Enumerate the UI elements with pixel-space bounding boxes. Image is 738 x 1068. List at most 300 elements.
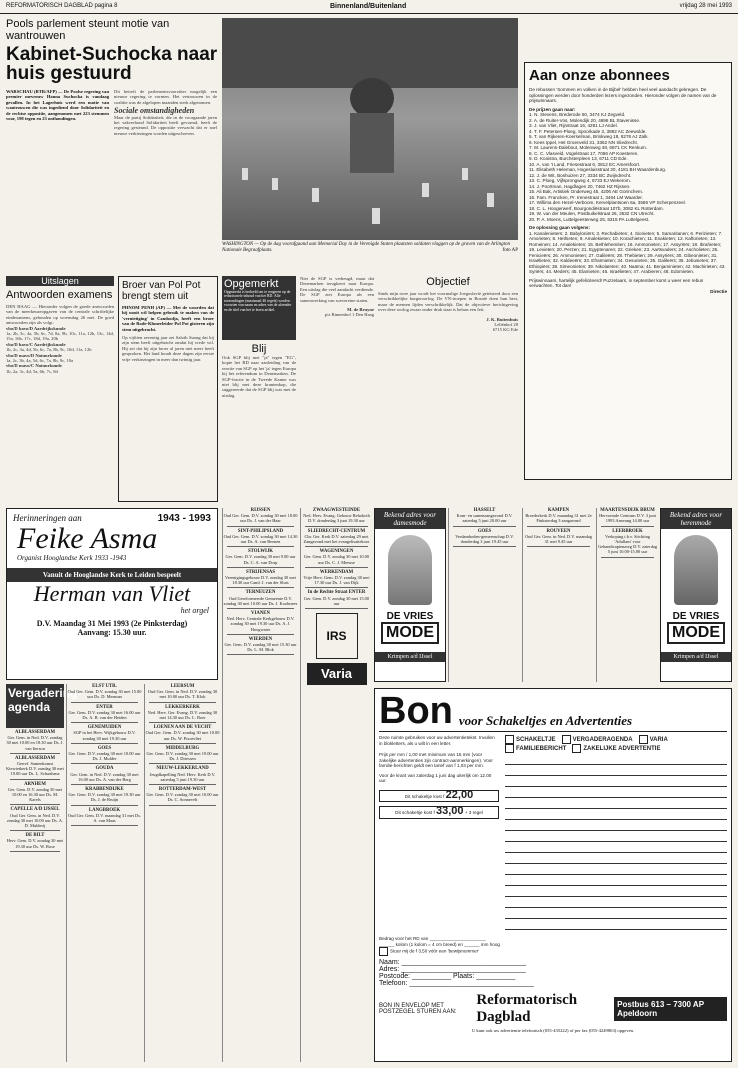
coupon-address-label: Adres: bbox=[379, 966, 400, 973]
agenda-entry bbox=[145, 766, 220, 785]
agenda-divider bbox=[10, 830, 60, 831]
agenda-entry-name: WIERDEN bbox=[248, 636, 273, 642]
agenda-divider bbox=[305, 546, 368, 547]
agenda-entry bbox=[6, 833, 64, 852]
agenda-entry-body: Verenigingsgebouw D.V. zondag 30 mei 18.30 uur Cand. J. van der Sluis bbox=[225, 575, 296, 586]
agenda-divider bbox=[71, 763, 138, 764]
agenda-divider bbox=[71, 805, 138, 806]
coupon-name-label: Naam: bbox=[379, 959, 400, 966]
agenda-entry-name: GOES bbox=[97, 745, 112, 751]
coupon-category-checkbox[interactable] bbox=[505, 744, 566, 753]
agenda-entry bbox=[6, 782, 64, 806]
winner-item: 13. C. Ploeg, Vijfsprongweg 4, 6733 EJ Wekerom. bbox=[529, 178, 631, 183]
agenda-divider bbox=[527, 546, 590, 547]
agenda-entry-name: ALBLASSERDAM bbox=[15, 730, 55, 735]
agenda-entry-name: NIEUW-LEKKERLAND bbox=[156, 766, 209, 772]
agenda-entry-name: GENEMUIDEN bbox=[87, 725, 122, 731]
coupon-postcode-field[interactable]: Postcode: __________ Plaats: __________ bbox=[379, 973, 516, 980]
agenda-entry-body: Herv. Gem. D.V. zondag 30 mei 19.30 uur Ds. W. Rose bbox=[6, 838, 64, 849]
agenda-entry-body: SGP in het Herv. Wijkgebouw D.V. zondag 30 mei 19.30 uur bbox=[73, 730, 136, 741]
agenda-entry bbox=[223, 570, 298, 589]
agenda-entry bbox=[449, 529, 520, 548]
subscribers-prize-label: De prijzen gaan naar: bbox=[529, 106, 576, 112]
coupon-category-label: SCHAKELTJE bbox=[516, 737, 556, 744]
agenda-entry-name: GOUDA bbox=[95, 766, 114, 772]
agenda-entry bbox=[301, 529, 372, 548]
header-section: Binnenland/Buitenland bbox=[330, 3, 407, 10]
agenda-entry bbox=[223, 508, 298, 527]
winners-list bbox=[529, 112, 727, 222]
agenda-entry-name: VIANEN bbox=[251, 611, 270, 617]
agenda-entry-name: KAMPEN bbox=[547, 508, 570, 513]
agenda-divider bbox=[71, 702, 138, 703]
coupon-paper-name: Reformatorisch Dagblad bbox=[476, 992, 578, 1025]
agenda-divider bbox=[227, 546, 294, 547]
agenda-col-7 bbox=[522, 508, 594, 682]
winner-item: 5. T. van Rijkeren-Koerselman, Brinkweg 18, 8276 AJ Zalk. bbox=[529, 134, 649, 139]
coupon-subtitle: voor Schakeltjes en Advertenties bbox=[458, 713, 633, 728]
agenda-entry-name: LEERBROEK bbox=[612, 528, 643, 534]
coupon-category-checkbox[interactable] bbox=[572, 744, 660, 753]
coupon-field-amount[interactable]: Bedrag voor het RD van ______________________ bbox=[379, 936, 486, 941]
agenda-divider bbox=[305, 587, 368, 588]
agenda-entry-name: WERKENDAM bbox=[319, 569, 354, 575]
exam-block: vbo/D havo/C Aardrijkskunde bbox=[6, 341, 66, 347]
opgemerkt-tag: Opgemerkt bbox=[224, 278, 279, 290]
memorial-day-photo bbox=[222, 18, 518, 240]
agenda-entry-name: In de Rechte Straat ENTER bbox=[307, 590, 366, 596]
agenda-divider bbox=[527, 526, 590, 527]
coupon-price-2-value: 33,00 bbox=[436, 805, 464, 817]
opinion-body: Ook SGP blij met "ja" tegen "EG", kopte het RD naar aanleiding van de reactie van SGP op het 'ja' tegen Europa bij het referendum in Denemarken. De SGP-fractie in de Tweede Kamer was niet blij met deze krantenkop, die suggereerde dat de SGP blij was met de uitslag. bbox=[222, 355, 296, 398]
memorial-concert-ad bbox=[6, 508, 218, 680]
agenda-entry-name: CAPELLE A/D IJSSEL bbox=[10, 807, 60, 813]
subscribers-title: Aan onze abonnees bbox=[529, 67, 670, 84]
irs-logo: IRS bbox=[316, 613, 358, 659]
coupon-category-label: VARIA bbox=[649, 737, 668, 744]
exam-block: vbo/D mavo/D Natuurkunde bbox=[6, 352, 62, 358]
memorial-instrument: het orgel bbox=[180, 606, 209, 615]
agenda-divider bbox=[10, 753, 60, 754]
agenda-entry bbox=[449, 508, 520, 527]
lead-headline: Kabinet-Suchocka naar huis gestuurd bbox=[6, 44, 218, 84]
agenda-entry-name: LOENEN AAN DE VECHT bbox=[153, 725, 212, 731]
agenda-entry bbox=[67, 684, 142, 703]
agenda-entry-name: LEKKERKERK bbox=[165, 704, 200, 710]
agenda-entry bbox=[223, 590, 298, 609]
photo-caption-text: WASHINGTON — Op de dag voorafgaand aan Memorial Day in de Verenigde Staten plaatsten soldaten vlaggen op de graven van de Arlington Nationale Begraafplaats. bbox=[222, 242, 510, 253]
objectief-body: Sinds mijn twee jaar wordt het voormalige Joegoslavië geteisterd door een verschrikkelijke burgeroorlog. De VN-troepen in Bosnië doen hun best, maar de mensen lijden verschrikkelijk. Dat de objectieve berichtgeving over deze oorlog zwaar onder druk staat is helaas een feit. bbox=[378, 291, 518, 313]
winner-item: 7. M. Laurens-Dalebout, Molenweg 48, 6871 CK Renkum. bbox=[529, 145, 647, 150]
exam-block: 1b, 2a, 3c, 4d, 5a, 6b, 7c, 8d bbox=[6, 368, 58, 374]
devries-logo-bottom-2: MODE bbox=[667, 622, 725, 644]
agenda-entry-body: Oud Ger. Gem. in Ned. D.V. maandag 31 mei 9.45 uur bbox=[525, 533, 592, 545]
polpot-body: Op vijftien zeventig jaar zei Saloth Suong dat hij zijn stem heeft uitgebracht omdat hij vrede wil. Hij zei dat hij zijn broer al jaren niet meer heeft gesproken. Het land houdt deze dagen zijn eerste vrije verkiezingen in meer dan twintig jaar. bbox=[122, 335, 214, 362]
agenda-entry-name: ZWAAGWESTEINDE bbox=[312, 508, 361, 513]
coupon-category-label: ZAKELIJKE ADVERTENTIE bbox=[583, 746, 661, 753]
agenda-entry-name: LEERSUM bbox=[170, 684, 195, 689]
coupon-field-sender-label: Stuur mij de f 3,50 vóór een 'bewijsnummer' bbox=[390, 948, 480, 954]
agenda-entry bbox=[67, 705, 142, 724]
lead-text-b: Maar de partij Solidariteit, die in de voorgaande jaren het vakverbond Solidariteit heeft gevormd, heeft de regering gesteund. De oppositie verwacht dat er snel nieuwe verkiezingen worden uitgeschreven. bbox=[114, 114, 217, 136]
agenda-entry-name: STOLWIJK bbox=[247, 549, 274, 555]
agenda-divider bbox=[10, 804, 60, 805]
agenda-entry bbox=[67, 808, 142, 827]
coupon-field-mm-label: mm hoog bbox=[480, 941, 500, 947]
agenda-entry-body: Ger. Gem. D.V. zondag 30 mei 9.00 uur Ds. C. A. van Dorp bbox=[225, 554, 296, 565]
subscribers-footer: Prijswinnaars, hartelijk gefeliciteerd! Puzzelaars, in september komt u weer een rebus verwachten. Tot dan! bbox=[529, 277, 704, 288]
polpot-lead: PHNOM PENH (AP) — Met de woorden dat hij nooit wil helpen gebruik te maken van de 'vernietiging' in Cambodja, heeft een broer van de Rode-Khmerleider Pol Pot gisteren zijn stem uitgebracht. bbox=[122, 305, 214, 332]
agenda-col-3 bbox=[144, 684, 220, 1062]
opinion-article bbox=[222, 276, 374, 502]
winner-item: 3. J. van Vliet, Rijnstraat 16, 4281 LJ Andel. bbox=[529, 123, 618, 128]
agenda-entry-name: HASSELT bbox=[473, 508, 496, 513]
winner-item: 17. Willima den Hezel-Verboom, Kervelplantsoen 6a, 3586 VP Scherpenzeel. bbox=[529, 200, 686, 205]
agenda-entry-name: ROTTERDAM-WEST bbox=[158, 787, 207, 793]
coupon-categories bbox=[505, 735, 727, 753]
agenda-entry-name: ELST UTR. bbox=[92, 684, 117, 689]
agenda-entry bbox=[301, 570, 372, 589]
agenda-divider bbox=[149, 784, 216, 785]
agenda-entry-body: Ger. Gem. in Ned. D.V. zondag 30 mei 10.00 en 18.30 uur Ds. J. van Iterson bbox=[6, 735, 64, 751]
exam-block: 1a, 2b, 3c, 4a, 5b, 6c, 7d, 8a, 9b, 10c, 11a, 12b, 13c, 14d, 15a, 16b, 17c, 18d, 19a, 20b bbox=[6, 331, 114, 342]
solutions-text: 1. Kanalenieters; 2. Babyloniërs; 3. Rechabieten; 4. Sionieten; 5. Samaritanen; 6. Perizieten; 7. Amorieten; 8. Hethieten; 9. Amalekieten; 10. Korachieten; 11. Enakieten; 12. Kaftorieten; 13. Romeinen; 14. Amalekieten; 15. Bethlehemiten; 16. Ammonieten; 17. Assyriërs; 18. Ibrahieten; 19. Levieten; 20. Perzen; 21. Egyptenaren; 22. Grieken; 23. Aartsvaders; 24. Ascholieten; 25. Fenicieërs; 26. Ammonieten; 27. Galileërs; 28. Thebieten; 29. Assyriërs; 30. Gibeonieten; 31. Israëlieten; 32. Kaldeeërs; 33. Efraïmieten; 34. Gesurieten; 35. Galileërs; 36. Jebusieten; 37. Ethiopiërs; 38. Simeonieten; 39. Nikolaïeten; 40. Naäma; 41. Benjaminieten; 42. Machirieten; 43. Syriërs; 44. Meders; 45. Elamieten; 46. Israëlieten; 47. Arabieren; 48. Edomieten. bbox=[529, 230, 726, 274]
agenda-entry-body: Oud Ger. Gem. D.V. zondag 30 mei 10.00 uur Ds. W. Poortvliet bbox=[145, 730, 220, 741]
agenda-entry-body: Ger. Gem. D.V. zondag 30 mei 15.30 uur Ds. L. M. Blok bbox=[224, 642, 297, 653]
winner-item: 4. T. F. Petersen-Ploeg, Spoorkade 3, 3892 AC Zeewolde. bbox=[529, 128, 647, 134]
agenda-divider bbox=[149, 763, 216, 764]
agenda-entry-name: RIJSSEN bbox=[250, 508, 271, 513]
lead-text-a: Dit betreft de parlementsvoorzitter mogelijk een nieuwe regering te vormen. Het vertrouwen in de coalitie was de afgelopen maanden sterk afgenomen. bbox=[114, 89, 217, 105]
winner-item: 6. Kees Ippel, Het Groenveld 31, 3362 NN Sliedrecht. bbox=[529, 139, 639, 145]
agenda-divider bbox=[149, 722, 216, 723]
agenda-entry bbox=[223, 637, 298, 656]
header-date: vrijdag 28 mei 1993 bbox=[679, 3, 732, 9]
coupon-category-checkbox[interactable] bbox=[562, 735, 633, 744]
coupon-price-2-extra: + 3 regel bbox=[464, 810, 483, 815]
coupon-field-rows-label: kolom (1 kolom = 4 cm breed) en bbox=[395, 941, 463, 947]
agenda-entry-name: ENTER bbox=[96, 704, 113, 710]
agenda-divider bbox=[227, 608, 294, 609]
coupon-category-label: FAMILIEBERICHT bbox=[516, 746, 567, 753]
agenda-divider bbox=[227, 526, 294, 527]
objectief-signer: J. K. Buitenhuis bbox=[486, 316, 518, 322]
coupon-phone-label: Telefoon: bbox=[379, 980, 408, 987]
agenda-entry-body: Ger. Gem. D.V. zondag 30 mei 10.00 uur Ds. C. J. Meeuse bbox=[303, 554, 370, 565]
agenda-entry-body: Ned. Herv. Ger. Evang. D.V. zondag 30 mei 14.30 uur Ds. L. Boer bbox=[147, 709, 218, 721]
lead-kicker: Pools parlement steunt motie van wantrouwen bbox=[6, 18, 170, 42]
agenda-entry-body: Oud Ger. Gem. D.V. zondag 30 mei 14.30 uur Ds. A. van Reenen bbox=[223, 533, 298, 545]
agenda-col-6 bbox=[448, 508, 520, 682]
opinion-signer-addr: p/a Binnenhof 1 Den Haag bbox=[324, 312, 374, 318]
agenda-entry bbox=[145, 684, 220, 703]
lead-col-2 bbox=[114, 89, 217, 136]
agenda-entry-body: Ger. Gem. D.V. zondag 30 mei 16.00 uur Ds. A. B. van der Heiden bbox=[68, 709, 141, 721]
coupon-field-sender[interactable] bbox=[379, 947, 727, 956]
agenda-divider bbox=[227, 587, 294, 588]
winner-item: 14. J. Poortman, Hagdlagen 20, 7462 HZ Rijssen. bbox=[529, 183, 631, 189]
agenda-entry-body: Gerref. Samenkomst Kiewietkerk D.V. zondag 30 mei 19.00 uur Ds. L. Schaafsma bbox=[6, 761, 64, 777]
exams-article bbox=[6, 276, 114, 502]
subscribers-intro: De rebussen 'Sommen en volken in de Bijbel' hebben heel veel aandacht gekregen. De oplossingen werden door honderden lezers ingezonden. Hieronder volgen de namen van de prijswinnaars. bbox=[529, 87, 717, 103]
agenda-entry bbox=[6, 730, 64, 754]
agenda-entry-name: LANGBROEK bbox=[88, 807, 121, 813]
agenda-divider bbox=[71, 825, 138, 826]
agenda-entry-name: MIDDELBURG bbox=[165, 745, 200, 751]
agenda-divider bbox=[453, 546, 516, 547]
coupon-fax: U kunt ook uw advertentie telefonisch (055-435222) of per fax (055-4249863) opgeven. bbox=[471, 1028, 635, 1033]
agenda-entry bbox=[523, 529, 594, 548]
agenda-entry bbox=[67, 746, 142, 765]
photo-credit: foto AP bbox=[502, 248, 518, 253]
exams-intro: DEN HAAG — Hieronder volgen de goede antwoorden van de meerkeuzeopgaven van de centrale schriftelijke eindexamens, gehouden op woensdag 26 mei. De goed antwoorden zijn als volgt: bbox=[6, 304, 114, 326]
memorial-performer: Herman van Vliet bbox=[33, 581, 191, 606]
devries-ad-ladies bbox=[374, 508, 446, 682]
agenda-tag: Vergadering-agenda bbox=[6, 684, 64, 728]
exam-block: vbo/D havo/D Aardrijkskunde bbox=[6, 325, 66, 331]
agenda-divider bbox=[10, 851, 60, 852]
agenda-divider bbox=[71, 784, 138, 785]
agenda-entry bbox=[6, 756, 64, 780]
subscribers-signed: Directie bbox=[710, 288, 727, 294]
agenda-entry-body: Ger. Gem. D.V. zondag 30 mei 10.00 uur Ds. J. Mulder bbox=[68, 751, 141, 762]
solutions-label: De oplossing gaan volgens: bbox=[529, 225, 591, 230]
memorial-subtitle: Organist Hooglandse Kerk 1933 -1943 bbox=[17, 554, 127, 562]
coupon-address-field[interactable]: Adres: ________________________________ bbox=[379, 966, 526, 973]
coupon-phone-field[interactable]: Telefoon: ________________________________ bbox=[379, 980, 534, 987]
agenda-entry bbox=[597, 508, 658, 527]
devries-ad-men bbox=[660, 508, 732, 682]
agenda-entry bbox=[67, 766, 142, 785]
coupon-category-label: VERGADERAGENDA bbox=[572, 737, 633, 744]
opgemerkt-box bbox=[222, 276, 296, 340]
exams-tag: Uitslagen bbox=[6, 276, 114, 286]
devries-logo-top: DE VRIES bbox=[386, 611, 434, 622]
winner-item: 10. A. van 't Land, Friesestraat 6, 3812 EC Amersfoort. bbox=[529, 161, 641, 167]
memorial-time: Aanvang: 15.30 uur. bbox=[77, 628, 147, 637]
agenda-divider bbox=[149, 743, 216, 744]
coupon-category-checkbox[interactable] bbox=[505, 735, 556, 744]
agenda-entry bbox=[597, 529, 658, 558]
agenda-divider bbox=[149, 805, 216, 806]
agenda-entry-body: Oud Ger. Gem. D.V. zondag 30 mei 18.00 uur Ds. J. van der Haar bbox=[223, 513, 298, 524]
opinion-title: Blij bbox=[251, 343, 267, 355]
agenda-entry-body: Ger. Gem. D.V. zondag 30 mei 10.00 uur Ds. C. Sonnevelt bbox=[146, 792, 219, 803]
coupon-category-checkbox[interactable] bbox=[639, 735, 668, 744]
agenda-col-2 bbox=[66, 684, 142, 1062]
memorial-name: Feike Asma bbox=[17, 522, 158, 555]
coupon-field-amount-label: Bedrag voor het RD van bbox=[379, 936, 429, 941]
coupon-envelope-note: BON IN ENVELOP MET POSTZEGEL STUREN AAN: bbox=[379, 1003, 457, 1015]
memorial-years: 1943 - 1993 bbox=[157, 513, 211, 524]
winner-item: 15. Ali Bak, Artistiek Onderweg 45, 4206 AE Gorinchem. bbox=[529, 189, 644, 194]
agenda-divider bbox=[71, 722, 138, 723]
coupon-price-1 bbox=[379, 790, 499, 803]
agenda-entry bbox=[301, 590, 372, 609]
agenda-entry-name: SINT-PHILIPSLAND bbox=[237, 528, 284, 534]
agenda-entry-name: ROUVEEN bbox=[546, 528, 571, 534]
agenda-entry bbox=[67, 725, 142, 744]
agenda-entry-body: Vrije Herv. Gem. D.V. zondag 30 mei 17.30 uur Ds. J. van Dijk bbox=[303, 575, 370, 586]
agenda-divider bbox=[10, 779, 60, 780]
devries-location-2: Krimpen a/d IJssel bbox=[661, 652, 731, 662]
agenda-entry-name: DE BILT bbox=[25, 833, 45, 839]
agenda-entry-body: Ger. Gem. D.V. zondag 30 mei 15.00 uur bbox=[303, 595, 370, 606]
coupon-price-2 bbox=[379, 806, 499, 819]
agenda-entry bbox=[301, 508, 372, 527]
agenda-entry-name: MAARTENSDIJK BRUM bbox=[600, 508, 655, 513]
agenda-divider bbox=[149, 702, 216, 703]
opinion-signer: M. de Bruyne bbox=[347, 307, 374, 313]
coupon-text-grid[interactable] bbox=[505, 756, 727, 930]
photo-caption bbox=[222, 242, 518, 268]
agenda-divider bbox=[453, 526, 516, 527]
page-header bbox=[0, 0, 738, 14]
agenda-divider bbox=[71, 743, 138, 744]
agenda-entry-body: Broederkerk D.V. maandag 31 mei 2e Pinksterdag 3 zangavond bbox=[525, 513, 592, 524]
agenda-divider bbox=[227, 634, 294, 635]
devries-logo-bottom: MODE bbox=[381, 622, 439, 644]
advert-coupon bbox=[374, 688, 732, 1062]
agenda-entry-body: Chr. Ger. Kerk D.V. zaterdag 29 mei Zangavond met het evangelisatiekoor bbox=[303, 533, 370, 545]
opinion-col-2 bbox=[300, 276, 374, 398]
exams-title: Antwoorden examens bbox=[6, 289, 113, 301]
agenda-divider bbox=[227, 567, 294, 568]
devries-tag-men: Bekend adres voor herenmode bbox=[661, 509, 731, 529]
exam-block: 1b, 2c, 3a, 4d, 5b, 6c, 7a, 8b, 9c, 10d, 11a, 12b bbox=[6, 347, 92, 353]
winner-item: 16. Fam. Francken, Pr. Irenestraat 1, 3464 LM Waarder. bbox=[529, 194, 643, 200]
winner-item: 12. J. de Wit, Boshuizen 27, 3334 BC Zwijndrecht. bbox=[529, 172, 632, 178]
agenda-entry-name: ARNHEM bbox=[24, 781, 46, 787]
winner-item: 2. A. de Ruiter-Vos, Molendijk 20, 4696 BL Stavenisse. bbox=[529, 117, 641, 123]
winner-item: 20. P. A. Moens, Luttelgeesterweg 25, 8315 PA Luttelgeest. bbox=[529, 216, 650, 222]
agenda-col-4 bbox=[222, 508, 298, 1062]
coupon-postbus: Postbus 613 – 7300 AP Apeldoorn bbox=[614, 997, 727, 1021]
agenda-col-5 bbox=[301, 508, 372, 609]
lead-article bbox=[6, 18, 218, 268]
coupon-postcode-label: Postcode: bbox=[379, 973, 411, 980]
agenda-divider bbox=[305, 567, 368, 568]
agenda-entry bbox=[223, 529, 298, 548]
winner-item: 1. N. Stevens, Brederode 50, 3474 KJ Zegveld. bbox=[529, 112, 626, 117]
agenda-entry-body: Ger. Gem. D.V. zondag 30 mei 19.00 uur Ds. J. Driessen bbox=[146, 751, 219, 762]
agenda-col-8 bbox=[596, 508, 658, 682]
coupon-title: Bon bbox=[379, 690, 453, 732]
coupon-city-label: Plaats: bbox=[452, 973, 475, 980]
agenda-divider bbox=[601, 557, 654, 558]
devries-tag-ladies: Bekend adres voor damesmode bbox=[375, 509, 445, 529]
polpot-title: Broer van Pol Pot brengt stem uit bbox=[122, 280, 201, 302]
objectief-addr: Leliënhof 28 bbox=[494, 322, 518, 328]
agenda-entry-body: Oud Ger. Gem. D.V. maandag 31 mei Ds. A. van Maas bbox=[67, 812, 142, 824]
agenda-entry-name: GOES bbox=[477, 528, 492, 534]
coupon-price-1-value: 22,00 bbox=[445, 788, 474, 801]
lead-subhead: Sociale omstandigheden bbox=[114, 106, 195, 116]
exam-block: vbo/D mavo/C Natuurkunde bbox=[6, 363, 62, 369]
agenda-entry bbox=[145, 705, 220, 724]
exam-block: 1a, 2c, 3b, 4a, 5d, 6c, 7a, 8b, 9c, 10a bbox=[6, 358, 74, 364]
memorial-heading: Herinneringen aan bbox=[13, 513, 82, 523]
winner-item: 8. C. C. Vlasveld, Vogelstraat 17, 7066 AP Koesteren. bbox=[529, 150, 639, 156]
agenda-entry-body: Oud Ger. Gem. in Ned. D.V. zondag 30 mei 10.00 uur Ds. A. D. Mulderij bbox=[7, 812, 63, 829]
agenda-entry-body: Oud Ger. Gem. D.V. zondag 30 mei 15.00 uur Ds. D. Mesman bbox=[67, 689, 142, 700]
agenda-col-5-wrap bbox=[300, 508, 372, 1062]
subscribers-box bbox=[524, 62, 732, 480]
winner-item: 18. C. L. Hoogerwerf, Bourgondiëstraat 107b, 3082 KL Rotterdam. bbox=[529, 205, 664, 211]
objectief-title: Objectief bbox=[426, 276, 470, 288]
agenda-entry bbox=[6, 807, 64, 831]
agenda-entry bbox=[145, 746, 220, 765]
agenda-entry bbox=[301, 549, 372, 568]
agenda-entry-body: Hervormde Centrum D.V. 3 juni 1993 Aanvang 14.00 uur bbox=[599, 513, 656, 524]
agenda-entry-body: Verdamboden-gemeenschap D.V. donderdag 3 juni 19.45 uur bbox=[455, 533, 514, 545]
polpot-article bbox=[118, 276, 218, 502]
agenda-entry bbox=[223, 611, 298, 635]
coupon-field-rows[interactable]: ______ kolom (1 kolom = 4 cm breed) en ______ mm hoog bbox=[379, 941, 500, 947]
varia-logo: Varia bbox=[307, 663, 367, 685]
agenda-entry-name: TERNEUZEN bbox=[245, 590, 276, 596]
model-photo bbox=[388, 535, 432, 605]
coupon-instr-3: Voor de krant van zaterdag 1 juni dag uiterlijk om 12.00 uur. bbox=[379, 772, 492, 783]
agenda-entry-body: Ger. Gem. D.V. zondag 30 mei 19.30 uur Ds. J. de Bruijn bbox=[68, 792, 141, 803]
opgemerkt-note: Opgemerkt is bedoeld om te reageren op de redactionele inhoud van het RD. Alle toezendingen (maximaal 40 regels) worden voorzien van naam en adres van de afzender en de titel van het te lezen artikel. bbox=[224, 290, 292, 312]
agenda-divider bbox=[227, 654, 294, 655]
coupon-price-1-label: Dit schakeltje kost f bbox=[404, 793, 445, 799]
agenda-entry-body: Ned. Herv. Centrale Kerkgebouw D.V. zondag 30 mei 19.30 uur Ds. A. J. Hoogwater bbox=[226, 616, 295, 632]
agenda-entry bbox=[145, 787, 220, 806]
lead-dateline: WARSCHAU (RTR/AFP) — De Poolse regering van premier mevrouw Hanna Suchocka is vandaag gevallen. In het Lagerhuis werd een motie van wantrouwen die was ingediend door Solidariteit en de rechtse oppositie, aangenomen met 223 stemmen voor, 198 tegen en 23 onthoudingen. bbox=[6, 89, 109, 122]
agenda-divider bbox=[601, 526, 654, 527]
agenda-entry-body: Ger. Gem. in Ned. D.V. zondag 30 mei 16.00 uur Ds. A. van der Berg bbox=[70, 771, 139, 782]
opinion-col2-text: Niet de SGP is verheugd, maar dat Denemarken terugkeert naar Europa. Een uitslag die veel aandacht verdiende. De SGP ziet Europa als een samenwerking van soevereine staten. bbox=[300, 276, 374, 303]
lead-col-1 bbox=[6, 89, 109, 136]
exam-blocks bbox=[6, 326, 114, 375]
coupon-price-2-label: Dit schakeltje kost f bbox=[395, 810, 435, 815]
winner-item: 11. Elisabeth Heleman, Hogesluisstraat 20, 4181 BH Waardenburg. bbox=[529, 167, 667, 172]
agenda-entry-body: Jeugdkapelling Ned. Herv. Kerk D.V. zaterdag 5 juni 19.30 uur bbox=[149, 771, 216, 782]
agenda-entry-body: Oud Gereformeerde Gemeente D.V. zondag 30 mei 10.00 uur Ds. J. Koolmees bbox=[223, 595, 298, 606]
agenda-entry-body: Kom- en samenzangavond D.V. zaterdag 5 juni 20.00 uur bbox=[456, 513, 513, 524]
agenda-entry-name: KRABBENDIJKE bbox=[85, 787, 124, 793]
agenda-entry-name: STRIJENSAS bbox=[245, 569, 276, 575]
agenda-entry bbox=[145, 725, 220, 744]
agenda-entry-body: Ger. Gem. D.V. zondag 30 mei 10.00 en 16.30 uur Ds. M. Karels bbox=[7, 786, 63, 803]
agenda-entry-body: Verkoping t.b.v. Stichting 'Adullam' voor Gehandicaptenzorg D.V. zaterdag 5 juni 10.00-15.00 uur bbox=[597, 533, 658, 555]
agenda-entry bbox=[67, 787, 142, 806]
agenda-entry-name: SLIEDRECHT-CENTRUM bbox=[307, 528, 366, 534]
agenda-col-1 bbox=[6, 730, 64, 1062]
agenda-entry-name: WAGENINGEN bbox=[319, 549, 354, 555]
objectief-article bbox=[378, 276, 518, 502]
coupon-name-field[interactable]: Naam: ________________________________ bbox=[379, 959, 527, 966]
agenda-entry bbox=[523, 508, 594, 527]
agenda-entry-name: ALBLASSERDAM bbox=[15, 755, 55, 761]
coupon-instr-2: Prijs per mm / 1,00 met minimum van 15 mm (voor zakelijke advertenties zijn contract-aanmerkingen). Voor familie-berichten geldt een tarief van f 1,03 per mm. bbox=[379, 752, 493, 768]
devries-logo-top-2: DE VRIES bbox=[672, 611, 720, 622]
memorial-from: Vanuit de Hooglandse Kerk te Leiden bespeelt bbox=[7, 568, 217, 582]
model-photo-men bbox=[674, 535, 718, 605]
memorial-date: D.V. Maandag 31 Mei 1993 (2e Pinksterdag) bbox=[36, 619, 188, 628]
agenda-entry-body: Ned. Herv. Evang. Gebouw Rehoboth D.V. donderdag 3 juni 19.30 uur bbox=[303, 513, 370, 524]
devries-location: Krimpen a/d IJssel bbox=[375, 652, 445, 662]
agenda-divider bbox=[305, 526, 368, 527]
winner-item: 19. W. van der Meulen, Postbuikelstraat 26, 3532 CN Utrecht. bbox=[529, 211, 655, 216]
winner-item: 9. D. Kooistra, Burchsterpleen 13, 6711 CD Ede. bbox=[529, 156, 628, 161]
objectief-city: 6715 KG Ede bbox=[492, 327, 518, 333]
agenda-entry-body: Oud Ger. Gem. in Ned. D.V. zondag 30 mei 10.00 uur Ds. T. Klok bbox=[147, 689, 218, 700]
coupon-instr-1: Deze ruimte gebruiken voor uw advertentietekst. Invullen in blokletters, als u wilt in een letter. bbox=[379, 735, 495, 746]
header-left: REFORMATORISCH DAGBLAD pagina 8 bbox=[6, 3, 118, 9]
